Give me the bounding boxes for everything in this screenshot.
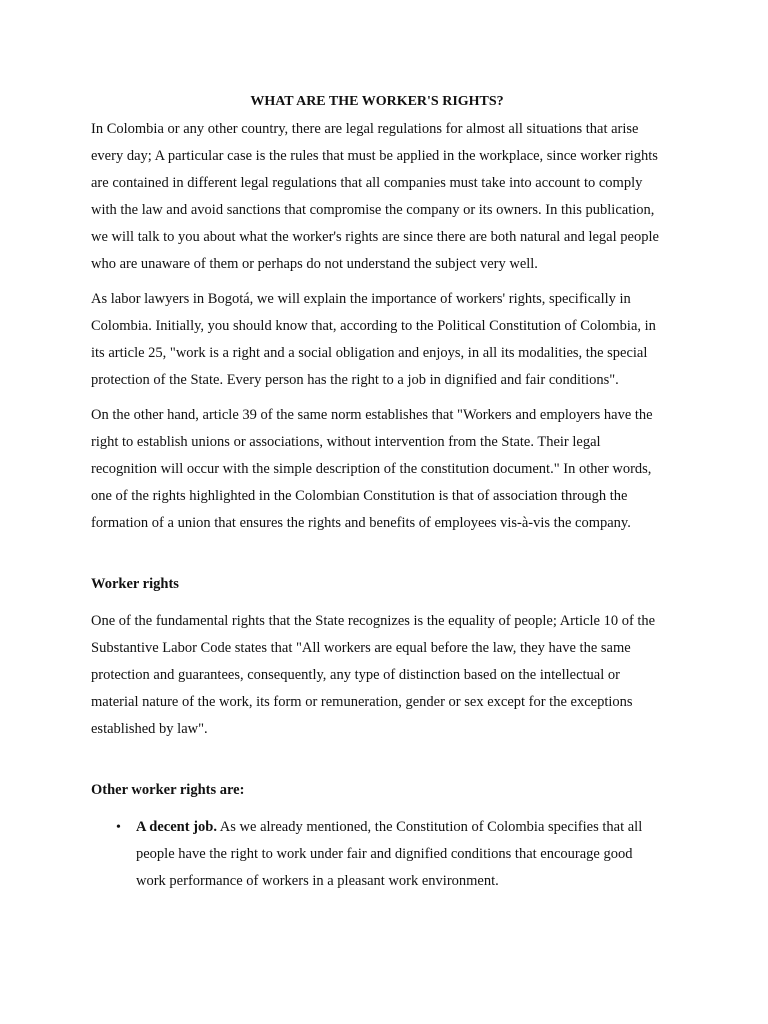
document-page bbox=[91, 92, 663, 895]
bullet-marker: • bbox=[116, 820, 121, 835]
worker-rights-heading: Worker rights bbox=[91, 576, 179, 592]
bullet-lead-text: A decent job. bbox=[136, 819, 217, 835]
section-spacer bbox=[91, 751, 663, 777]
other-rights-heading: Other worker rights are: bbox=[91, 782, 245, 798]
intro-paragraph-2: As labor lawyers in Bogotá, we will explain the importance of workers' rights, specifically in Colombia. Initially, you should know that, according to the Political Constitution of Colombia, in its article 25, "work is a right and a social obligation and enjoys, in all its modalities, the special protection of the State. Every person has the right to a job in dignified and fair conditions". bbox=[91, 291, 656, 388]
document-title: WHAT ARE THE WORKER'S RIGHTS? bbox=[250, 94, 504, 109]
intro-paragraph-3: On the other hand, article 39 of the same norm establishes that "Workers and employers have the right to establish unions or associations, without intervention from the State. Their legal recognition will occur with the simple description of the constitution document." In other words, one of the rights highlighted in the Colombian Constitution is that of association through the formation of a union that ensures the rights and benefits of employees vis-à-vis the company. bbox=[91, 407, 653, 531]
other-rights-list bbox=[91, 814, 663, 895]
intro-paragraph-1: In Colombia or any other country, there are legal regulations for almost all situations that arise every day; A particular case is the rules that must be applied in the workplace, since worker rights are contained in different legal regulations that all companies must take into account to comply with the law and avoid sanctions that compromise the company or its owners. In this publication, we will talk to you about what the worker's rights are since there are both natural and legal people who are unaware of them or perhaps do not understand the subject very well. bbox=[91, 121, 659, 272]
list-item bbox=[91, 814, 663, 895]
bullet-body-text: As we already mentioned, the Constitution of Colombia specifies that all people have the right to work under fair and dignified conditions that encourage good work performance of workers in a pleasant work environment. bbox=[136, 819, 643, 889]
section-spacer bbox=[91, 545, 663, 571]
worker-rights-paragraph: One of the fundamental rights that the State recognizes is the equality of people; Article 10 of the Substantive Labor Code states that "All workers are equal before the law, they have the same protection and guarantees, consequently, any type of distinction based on the intellectual or material nature of the work, its form or remuneration, gender or sex except for the exceptions established by law". bbox=[91, 613, 656, 737]
